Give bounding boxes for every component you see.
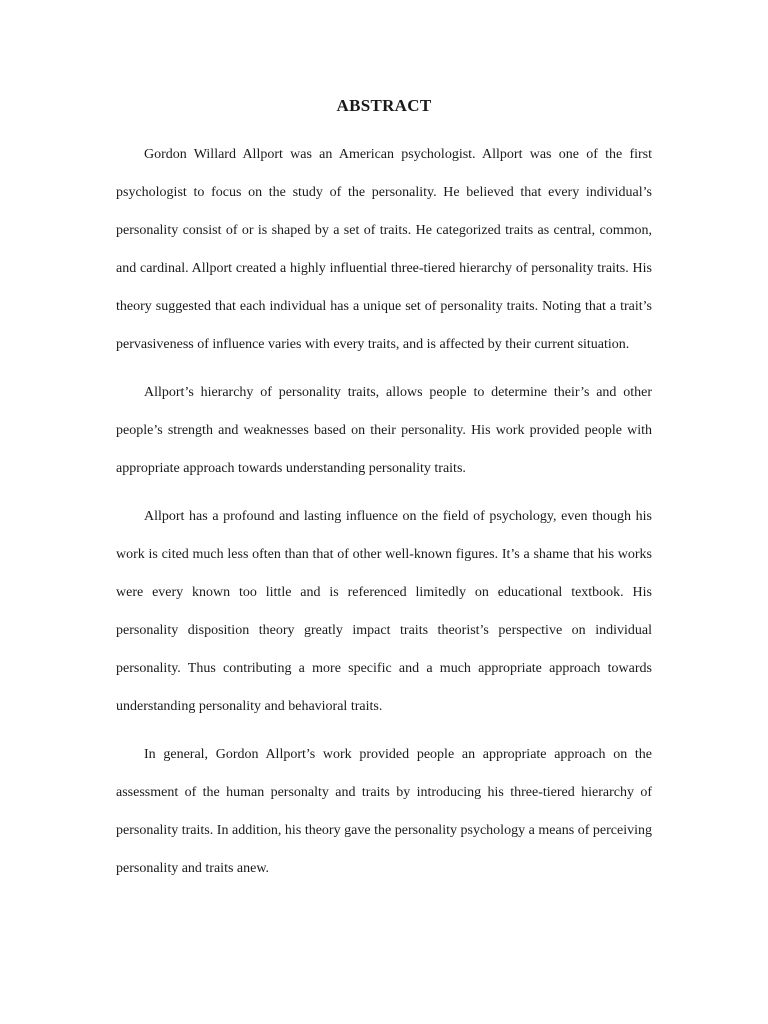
abstract-paragraph: Allport’s hierarchy of personality traits, allows people to determine their’s and other people’s strength and weaknesses based on their personality. His work provided people with appropriate approach towards understanding personality traits. bbox=[116, 385, 652, 476]
abstract-paragraph: Gordon Willard Allport was an American psychologist. Allport was one of the first psychologist to focus on the study of the personality. He believed that every individual’s personality consist of or is shaped by a set of traits. He categorized traits as central, common, and cardinal. Allport created a highly influential three-tiered hierarchy of personality traits. His theory suggested that each individual has a unique set of personality traits. Noting that a trait’s pervasiveness of influence varies with every traits, and is affected by their current situation. bbox=[116, 147, 652, 352]
abstract-body bbox=[116, 136, 652, 898]
abstract-paragraph: In general, Gordon Allport’s work provided people an appropriate approach on the assessment of the human personalty and traits by introducing his three-tiered hierarchy of personality traits. In addition, his theory gave the personality psychology a means of perceiving personality and traits anew. bbox=[116, 747, 652, 876]
abstract-heading: ABSTRACT bbox=[336, 96, 432, 115]
abstract-paragraph: Allport has a profound and lasting influence on the field of psychology, even though his work is cited much less often than that of other well-known figures. It’s a shame that his works were every known too little and is referenced limitedly on educational textbook. His personality disposition theory greatly impact traits theorist’s perspective on individual personality. Thus contributing a more specific and a much appropriate approach towards understanding personality and behavioral traits. bbox=[116, 509, 652, 714]
